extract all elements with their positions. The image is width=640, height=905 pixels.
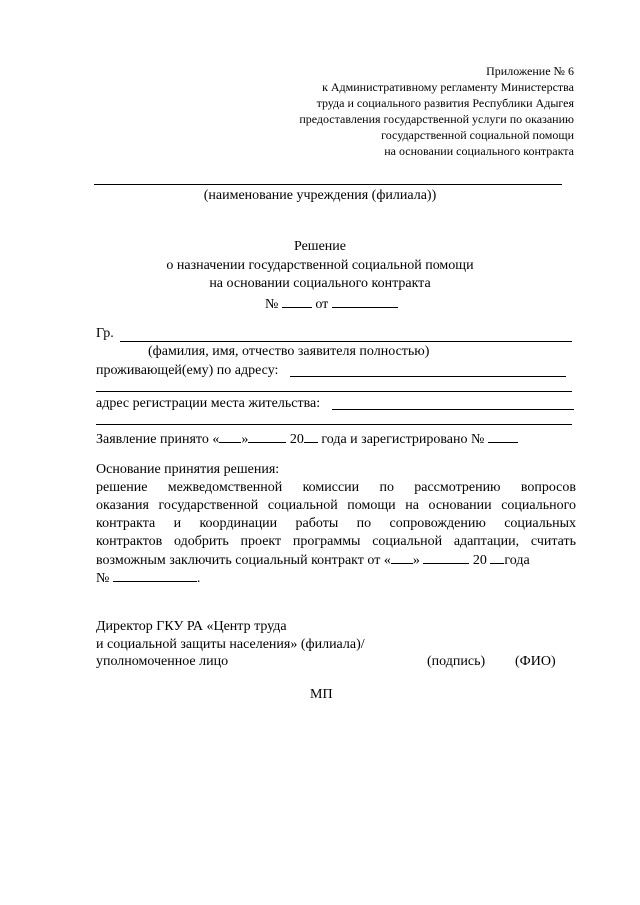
title-line-1: о назначении государственной социальной помощи [166, 258, 474, 273]
statement-month-blank [248, 430, 286, 443]
contract-number-end: . [196, 571, 201, 586]
applicant-label: Гр. [96, 326, 114, 341]
contract-year-word: года [504, 553, 530, 568]
contract-year-blank [490, 551, 504, 564]
contract-number-blank [113, 569, 197, 582]
registration-line-1 [332, 409, 574, 410]
statement-received-label: Заявление принято « [96, 432, 220, 447]
registration-label: адрес регистрации места жительства: [96, 396, 321, 411]
basis-line: контракта и координации работы по сопровождению социальных [96, 516, 576, 531]
address-line-1 [290, 376, 566, 377]
appendix-header [244, 63, 574, 159]
number-from-label: от [315, 297, 329, 312]
address-label: проживающей(ему) по адресу: [96, 363, 279, 378]
statement-year-label: 20 [289, 432, 304, 447]
appendix-line: предоставления государственной услуги по оказанию [299, 112, 574, 126]
applicant-caption: (фамилия, имя, отчество заявителя полностью) [148, 344, 430, 359]
appendix-line: государственной социальной помощи [381, 128, 574, 142]
address-line-2 [96, 391, 572, 392]
statement-received-row [96, 430, 518, 447]
signatory-line-1: Директор ГКУ РА «Центр труда [96, 619, 287, 634]
institution-caption: (наименование учреждения (филиала)) [203, 188, 437, 203]
title-line-2: на основании социального контракта [209, 276, 431, 291]
decision-number-blank [282, 295, 312, 308]
basis-line: решение межведомственной комиссии по рассмотрению вопросов [96, 480, 576, 495]
signatory-line-2: и социальной защиты населения» (филиала)/ [96, 637, 365, 652]
decision-date-blank [332, 295, 398, 308]
number-sign: № [265, 297, 279, 312]
contract-quote-close: » [412, 553, 420, 568]
appendix-line: к Административному регламенту Министерства [322, 80, 574, 94]
basis-line: оказания государственной социальной помощи на основании социального [96, 498, 576, 513]
contract-number-sign: № [96, 571, 110, 586]
signatory-line-3: уполномоченное лицо [96, 654, 229, 669]
document-title: Решение [293, 239, 346, 254]
statement-quote-close: » [241, 432, 249, 447]
contract-number-row [96, 569, 200, 586]
contract-date-text: возможным заключить социальный контракт от « [96, 553, 391, 568]
fio-caption: (ФИО) [515, 654, 556, 669]
signature-caption: (подпись) [427, 654, 486, 669]
decision-number-row [265, 295, 398, 312]
stamp-place: МП [310, 687, 333, 702]
basis-line: контрактов одобрить проект программы социальной адаптации, считать [96, 534, 576, 549]
basis-heading: Основание принятия решения: [96, 462, 280, 477]
institution-name-line [94, 184, 562, 185]
registration-line-2 [96, 424, 572, 425]
contract-day-blank [391, 551, 413, 564]
appendix-line: на основании социального контракта [384, 144, 574, 158]
contract-year-label: 20 [472, 553, 487, 568]
appendix-line: труда и социального развития Республики Адыгея [316, 96, 574, 110]
contract-month-blank [423, 551, 469, 564]
statement-year-blank [304, 430, 318, 443]
statement-day-blank [219, 430, 241, 443]
applicant-name-line [120, 341, 572, 342]
contract-date-row [96, 551, 576, 568]
statement-tail: года и зарегистрировано № [321, 432, 485, 447]
appendix-line: Приложение № 6 [486, 64, 574, 78]
statement-reg-number-blank [488, 430, 518, 443]
